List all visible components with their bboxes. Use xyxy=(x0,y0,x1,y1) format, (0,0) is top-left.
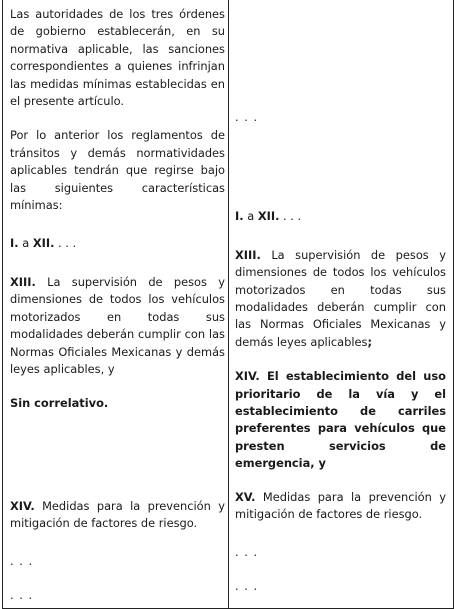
left-ellipsis-2: . . . xyxy=(10,587,34,602)
right-xiii-end: ; xyxy=(367,334,373,349)
left-paragraph-xiii xyxy=(10,274,225,378)
left-paragraph-xiv xyxy=(10,498,225,533)
right-ellipsis-1: . . . xyxy=(235,544,259,559)
table-row xyxy=(3,0,454,609)
comparison-table xyxy=(2,0,454,609)
right-paragraph-i-xii xyxy=(235,208,446,225)
right-paragraph-xiii xyxy=(235,247,446,351)
right-ellipsis-2: . . . xyxy=(235,578,259,593)
right-xii-num: XII. xyxy=(257,209,280,224)
right-ellipsis-top: . . . xyxy=(235,110,259,124)
right-xiv-new-text: XIV. El establecimiento del uso prioritario de la vía y el establecimiento de carriles preferentes para vehículos que presten servicios de emergencia, y xyxy=(235,369,446,471)
left-ellipsis-1: . . . xyxy=(10,553,34,568)
left-a-text: a xyxy=(18,236,33,251)
left-ellipsis: . . . xyxy=(54,236,77,251)
left-xiv-num: XIV. xyxy=(10,498,35,513)
left-no-correlative-text: Sin correlativo. xyxy=(10,396,109,411)
left-i-num: I. xyxy=(10,236,19,251)
left-paragraph-i-xii xyxy=(10,235,225,252)
left-xiv-text: Medidas para la prevención y mitigación de factores de riesgo. xyxy=(10,498,225,531)
right-paragraph-xv xyxy=(235,489,446,524)
left-xiii-text: La supervisión de pesos y dimensiones de todos los vehículos motorizados en todas sus modalidades deberán cumplir con las Normas Oficiales Mexicanas y demás leyes aplicables, y xyxy=(10,274,225,376)
left-xii-num: XII. xyxy=(32,236,55,251)
left-xiii-num: XIII. xyxy=(10,274,36,289)
right-xv-text: Medidas para la prevención y mitigación de factores de riesgo. xyxy=(235,489,446,522)
right-column xyxy=(229,0,454,609)
right-a-text: a xyxy=(243,209,258,224)
left-column xyxy=(3,0,229,609)
right-xiii-text: La supervisión de pesos y dimensiones de todos los vehículos motorizados en todas sus modalidades deberán cumplir con las Normas Oficiales Mexicanas y demás leyes aplicables xyxy=(235,247,446,349)
right-i-num: I. xyxy=(235,209,244,224)
left-paragraph-regulations: Por lo anterior los reglamentos de tránsitos y demás normatividades aplicables tendrán que regirse bajo las siguientes características mínimas: xyxy=(10,128,225,213)
left-paragraph-no-correlative xyxy=(10,395,225,412)
left-paragraph-sanctions: Las autoridades de los tres órdenes de gobierno establecerán, en su normativa aplicable, las sanciones correspondientes a quienes infrinjan las medidas mínimas establecidas en el presente artículo. xyxy=(10,7,225,109)
right-paragraph-xiv-new xyxy=(235,368,446,472)
right-ellipsis: . . . xyxy=(279,209,302,224)
right-xiii-num: XIII. xyxy=(235,247,261,262)
right-xv-num: XV. xyxy=(235,489,256,504)
